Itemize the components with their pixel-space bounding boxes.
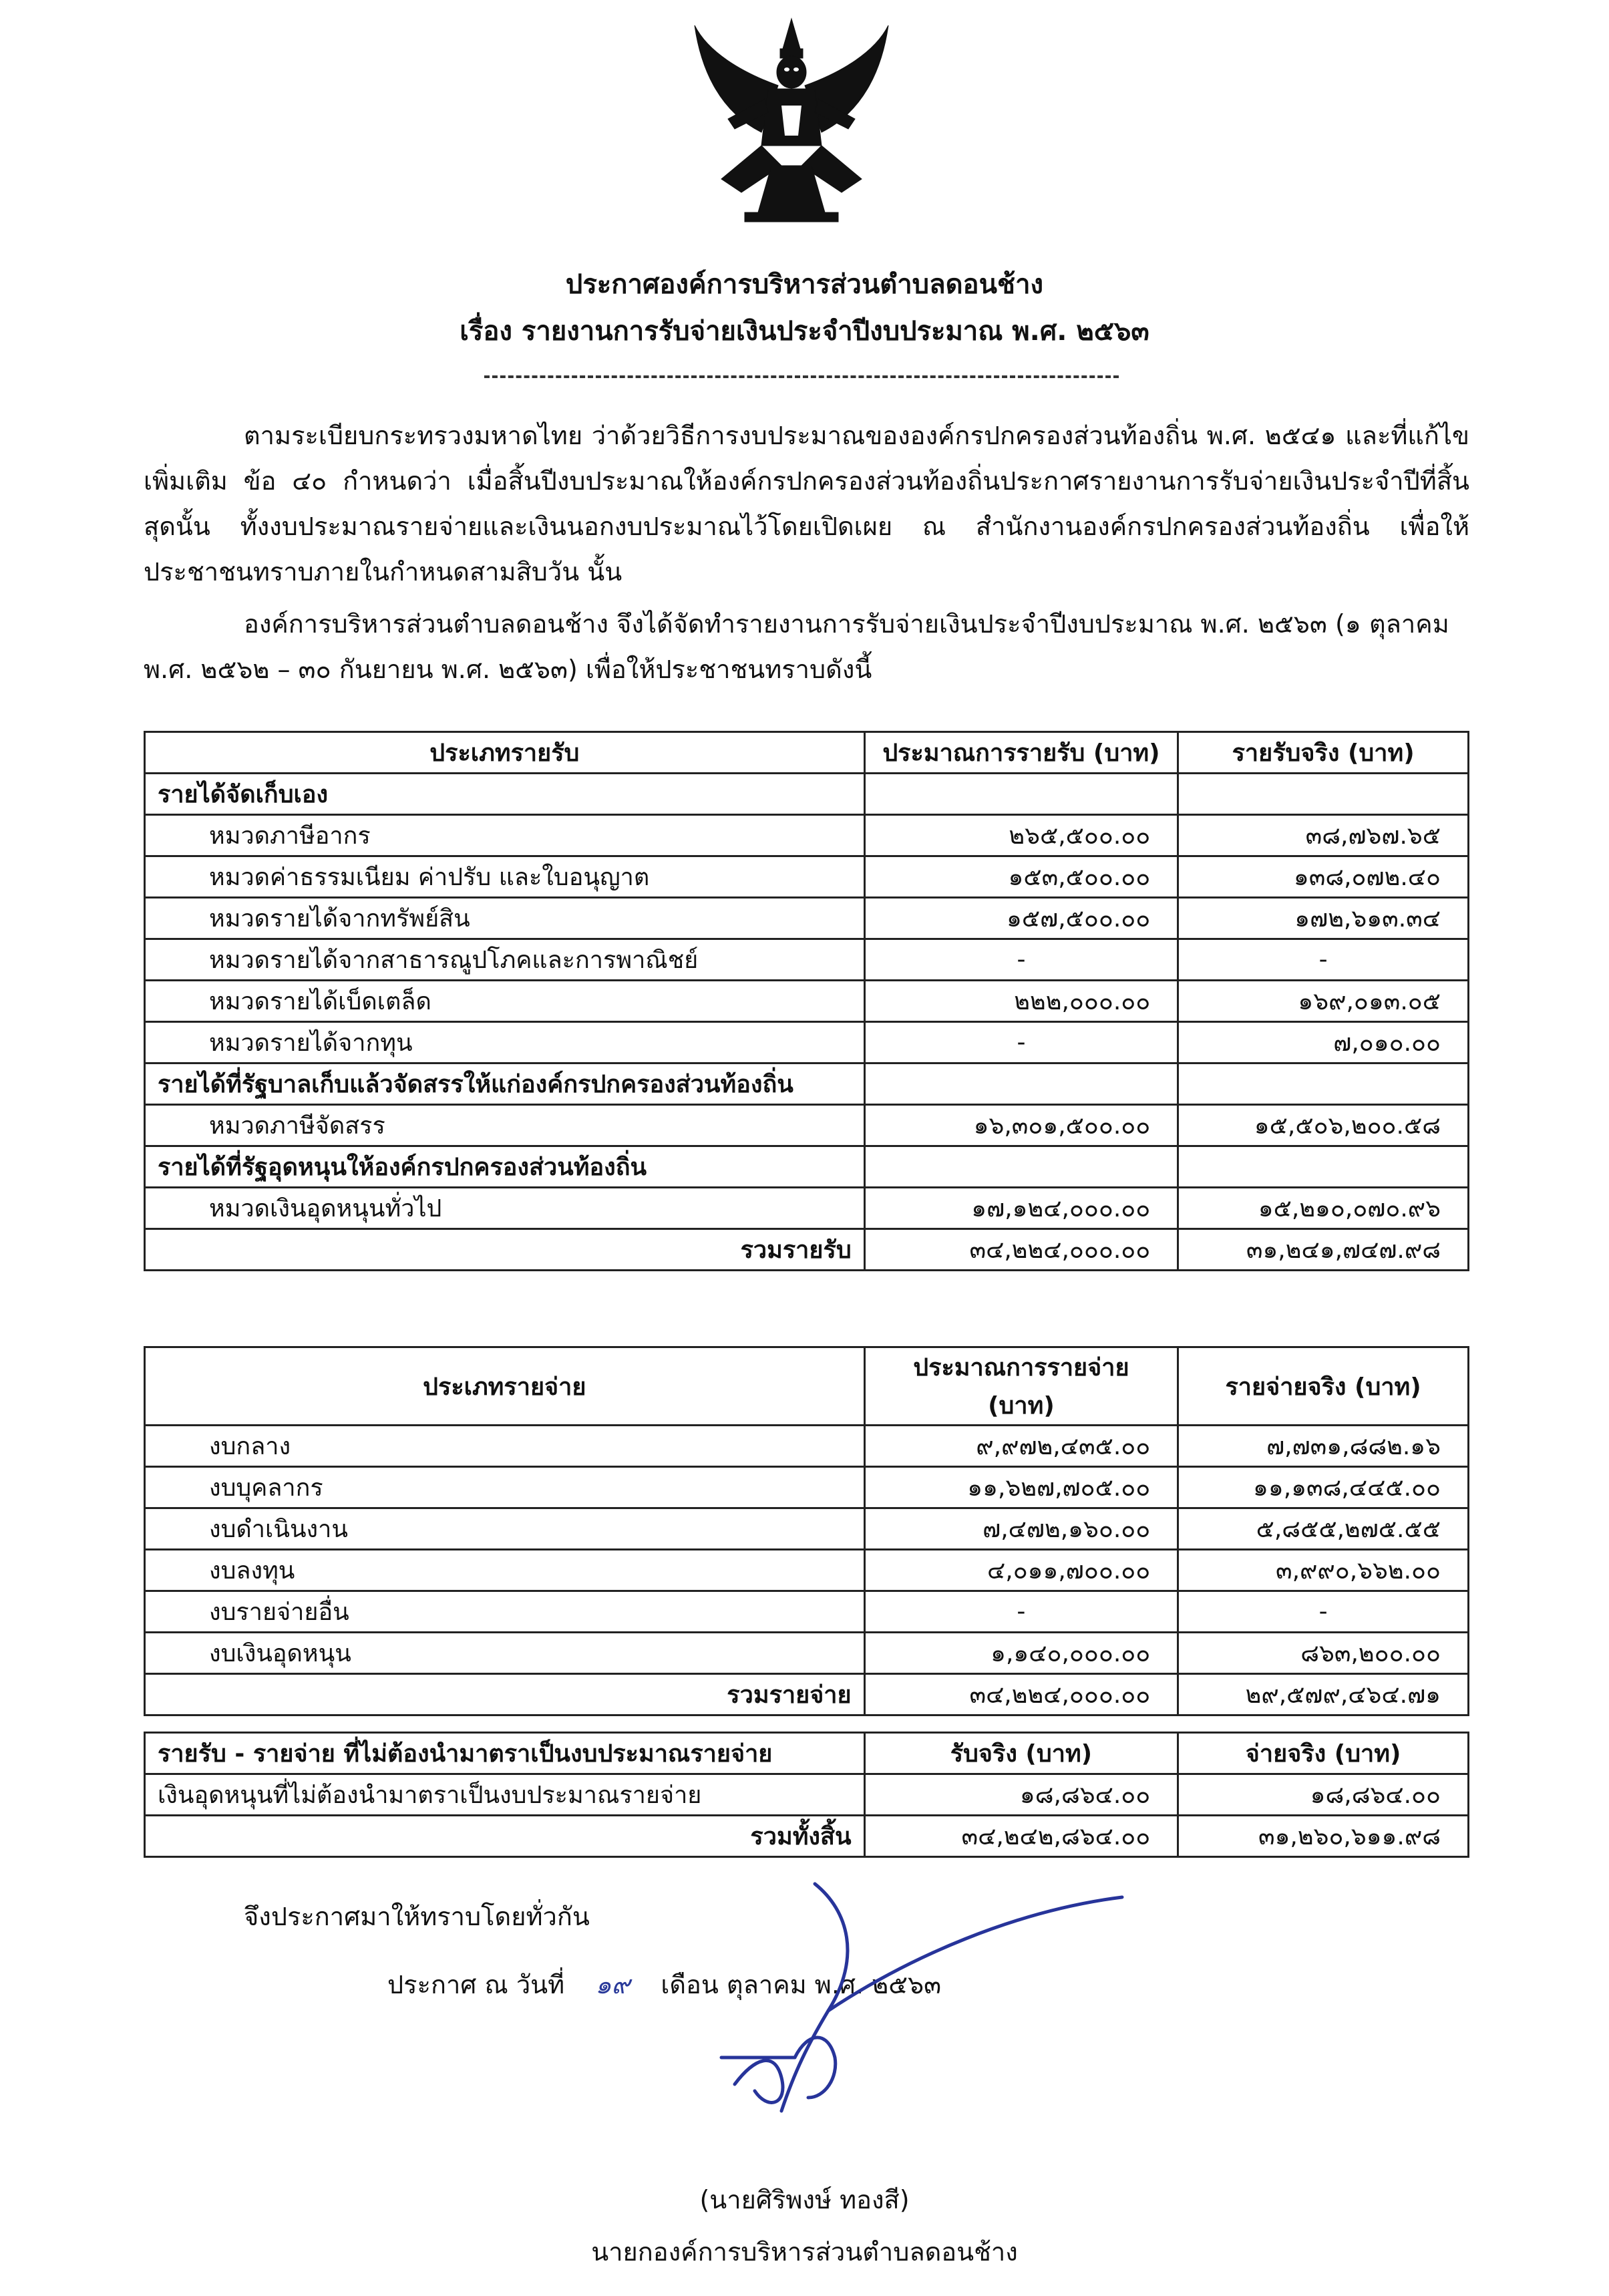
row-label: หมวดภาษีอากร [145,815,865,856]
estimate-value: - [864,939,1178,981]
document-subject: เรื่อง รายงานการรับจ่ายเงินประจำปีงบประมาณ พ.ศ. ๒๕๖๓ [460,316,1149,347]
row-label: งบกลาง [145,1426,865,1467]
signature-icon [695,1857,1162,2138]
estimate-value: ๙,๙๗๒,๔๓๕.๐๐ [864,1426,1178,1467]
estimate-value: ๑๗,๑๒๔,๐๐๐.๐๐ [864,1188,1178,1229]
group-label: รายได้ที่รัฐบาลเก็บแล้วจัดสรรให้แก่องค์กรปกครองส่วนท้องถิ่น [145,1063,865,1105]
actual-value: - [1178,939,1469,981]
table-row [145,1508,1469,1550]
estimate-value: ๒๖๕,๕๐๐.๐๐ [864,815,1178,856]
row-label: หมวดรายได้จากสาธารณูปโภคและการพาณิชย์ [145,939,865,981]
row-label: หมวดรายได้จากทรัพย์สิน [145,898,865,939]
expense-table [144,1346,1469,1716]
actual-value: - [1178,1591,1469,1633]
total-paid: ๓๑,๒๖๐,๖๑๑.๙๘ [1178,1816,1469,1857]
total-actual: ๒๙,๕๗๙,๔๖๔.๗๑ [1178,1674,1469,1715]
table-row [145,1774,1469,1816]
row-label: เงินอุดหนุนที่ไม่ต้องนำมาตราเป็นงบประมาณรายจ่าย [145,1774,865,1816]
date-day: ๑๙ [595,1970,631,1999]
table-row [145,1426,1469,1467]
table-row [145,1633,1469,1674]
row-label: หมวดค่าธรรมเนียม ค่าปรับ และใบอนุญาต [145,856,865,898]
table-group-row [145,1063,1469,1105]
paid-value: ๑๘,๘๖๔.๐๐ [1178,1774,1469,1816]
actual-value: ๑๖๙,๐๑๓.๐๕ [1178,981,1469,1022]
intro-paragraph: ตามระเบียบกระทรวงมหาดไทย ว่าด้วยวิธีการงบประมาณขององค์กรปกครองส่วนท้องถิ่น พ.ศ. ๒๕๔๑ และที่แก้ไขเพิ่มเติม ข้อ ๔๐ กำหนดว่า เมื่อสิ้นปีงบประมาณให้องค์กรปกครองส่วนท้องถิ่นประกาศรายงานการรับจ่ายเงินประจำปีที่สิ้นสุดนั้น ทั้งงบประมาณรายจ่ายและเงินนอกงบประมาณไว้โดยเปิดเผย ณ สำนักงานองค์กรปกครองส่วนท้องถิ่น เพื่อให้ประชาชนทราบภายในกำหนดสามสิบวัน นั้น [144,421,1469,587]
estimate-value: ๒๒๒,๐๐๐.๐๐ [864,981,1178,1022]
closing-statement: จึงประกาศมาให้ทราบโดยทั่วกัน [244,1902,590,1931]
estimate-value: - [864,1022,1178,1063]
signer-name: (นายศิริพงษ์ ทองสี) [699,2185,910,2215]
actual-value: ๗,๐๑๐.๐๐ [1178,1022,1469,1063]
estimate-value: - [864,1591,1178,1633]
actual-value: ๑๕,๕๐๖,๒๐๐.๕๘ [1178,1105,1469,1146]
total-label: รวมทั้งสิ้น [145,1816,865,1857]
total-estimate: ๓๔,๒๒๔,๐๐๐.๐๐ [864,1674,1178,1715]
estimate-value: ๑๖,๓๐๑,๕๐๐.๐๐ [864,1105,1178,1146]
table-header-row [145,732,1469,774]
table-row [145,939,1469,981]
column-header: รายจ่ายจริง (บาท) [1178,1347,1469,1426]
row-label: หมวดรายได้จากทุน [145,1022,865,1063]
row-label: งบเงินอุดหนุน [145,1633,865,1674]
table-row [145,1550,1469,1591]
column-header: รับจริง (บาท) [864,1733,1178,1774]
row-label: งบรายจ่ายอื่น [145,1591,865,1633]
actual-value: ๑๕,๒๑๐,๐๗๐.๙๖ [1178,1188,1469,1229]
total-received: ๓๔,๒๔๒,๘๖๔.๐๐ [864,1816,1178,1857]
estimate-value: ๑๕๓,๕๐๐.๐๐ [864,856,1178,898]
row-label: หมวดรายได้เบ็ดเตล็ด [145,981,865,1022]
dashed-divider [484,375,1119,378]
estimate-value: ๑,๑๔๐,๐๐๐.๐๐ [864,1633,1178,1674]
estimate-value: ๔,๐๑๑,๗๐๐.๐๐ [864,1550,1178,1591]
table-row [145,1188,1469,1229]
actual-value: ๑๑,๑๓๘,๔๔๕.๐๐ [1178,1467,1469,1508]
estimate-value: ๑๕๗,๕๐๐.๐๐ [864,898,1178,939]
table-row [145,856,1469,898]
column-header: รายรับจริง (บาท) [1178,732,1469,774]
table-row [145,981,1469,1022]
actual-value: ๕,๘๕๕,๒๗๕.๕๕ [1178,1508,1469,1550]
actual-value: ๑๗๒,๖๑๓.๓๔ [1178,898,1469,939]
row-label: งบลงทุน [145,1550,865,1591]
actual-value: ๗,๗๓๑,๘๘๒.๑๖ [1178,1426,1469,1467]
actual-value: ๑๓๘,๐๗๒.๔๐ [1178,856,1469,898]
row-label: งบดำเนินงาน [145,1508,865,1550]
table-total-row [145,1229,1469,1271]
table-row [145,815,1469,856]
column-header: ประมาณการรายรับ (บาท) [864,732,1178,774]
signer-title: นายกองค์การบริหารส่วนตำบลดอนช้าง [591,2237,1018,2267]
table-group-row [145,1146,1469,1188]
table-group-row [145,774,1469,815]
document-title: ประกาศองค์การบริหารส่วนตำบลดอนช้าง [565,269,1044,300]
actual-value: ๓๘,๗๖๗.๖๕ [1178,815,1469,856]
row-label: งบบุคลากร [145,1467,865,1508]
row-label: หมวดภาษีจัดสรร [145,1105,865,1146]
row-label: หมวดเงินอุดหนุนทั่วไป [145,1188,865,1229]
table-row [145,1467,1469,1508]
column-header: จ่ายจริง (บาท) [1178,1733,1469,1774]
total-label: รวมรายรับ [145,1229,865,1271]
nonbudget-table [144,1732,1469,1858]
table-row [145,1022,1469,1063]
date-suffix: เดือน ตุลาคม พ.ศ. ๒๕๖๓ [661,1970,942,1999]
group-label: รายได้จัดเก็บเอง [145,774,865,815]
estimate-value: ๑๑,๖๒๗,๗๐๕.๐๐ [864,1467,1178,1508]
estimate-value: ๗,๔๗๒,๑๖๐.๐๐ [864,1508,1178,1550]
column-header: ประมาณการรายจ่าย (บาท) [864,1347,1178,1426]
table-total-row [145,1674,1469,1715]
group-label: รายได้ที่รัฐอุดหนุนให้องค์กรปกครองส่วนท้องถิ่น [145,1146,865,1188]
table-row [145,1105,1469,1146]
total-actual: ๓๑,๒๔๑,๗๔๗.๙๘ [1178,1229,1469,1271]
column-header: รายรับ - รายจ่าย ที่ไม่ต้องนำมาตราเป็นงบประมาณรายจ่าย [145,1733,865,1774]
column-header: ประเภทรายจ่าย [145,1347,865,1426]
table-header-row [145,1347,1469,1426]
date-prefix: ประกาศ ณ วันที่ [387,1970,565,1999]
table-header-row [145,1733,1469,1774]
actual-value: ๓,๙๙๐,๖๖๒.๐๐ [1178,1550,1469,1591]
total-estimate: ๓๔,๒๒๔,๐๐๐.๐๐ [864,1229,1178,1271]
garuda-emblem-icon [681,12,902,232]
income-table [144,731,1469,1271]
received-value: ๑๘,๘๖๔.๐๐ [864,1774,1178,1816]
total-label: รวมรายจ่าย [145,1674,865,1715]
table-row [145,898,1469,939]
table-row [145,1591,1469,1633]
column-header: ประเภทรายรับ [145,732,865,774]
statement-paragraph: องค์การบริหารส่วนตำบลดอนช้าง จึงได้จัดทำรายงานการรับจ่ายเงินประจำปีงบประมาณ พ.ศ. ๒๕๖๓ (๑ ตุลาคม พ.ศ. ๒๕๖๒ – ๓๐ กันยายน พ.ศ. ๒๕๖๓) เพื่อให้ประชาชนทราบดังนี้ [144,609,1449,684]
actual-value: ๘๖๓,๒๐๐.๐๐ [1178,1633,1469,1674]
table-total-row [145,1816,1469,1857]
